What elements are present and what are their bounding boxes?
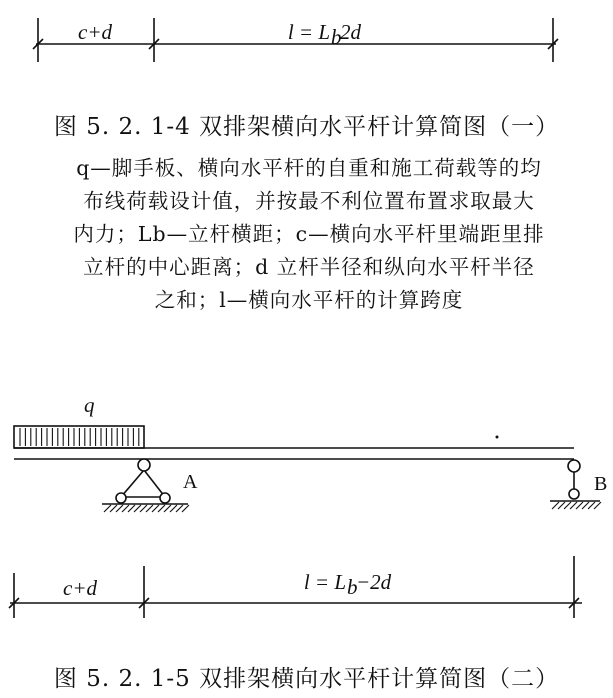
- bottom-dim-right-label: l = L: [303, 570, 346, 594]
- ground-hatch-line: [170, 505, 177, 512]
- figure-1-caption: 图 5. 2. 1-4 双排架横向水平杆计算简图（一）: [53, 114, 560, 140]
- ground-hatch-line: [134, 505, 141, 512]
- ground-hatch-line: [552, 502, 559, 509]
- ground-hatch-line: [570, 502, 577, 509]
- support-a-label: A: [183, 471, 198, 493]
- ground-hatch-b: [552, 502, 601, 509]
- ground-hatch-line: [564, 502, 571, 509]
- ground-hatch-line: [128, 505, 135, 512]
- beam: [14, 448, 574, 459]
- note-line: 布线荷载设计值，并按最不利位置布置求取最大: [83, 189, 535, 213]
- support-a: [102, 459, 188, 504]
- ground-hatch-line: [588, 502, 595, 509]
- ground-hatch-line: [594, 502, 601, 509]
- top-dim-right-label: l = L: [287, 20, 330, 44]
- figure-1-note: [14, 152, 604, 317]
- ground-hatch-line: [152, 505, 159, 512]
- ground-hatch-line: [140, 505, 147, 512]
- ground-hatch-line: [582, 502, 589, 509]
- note-line: q—脚手板、横向水平杆的自重和施工荷载等的均: [76, 156, 542, 180]
- ground-hatch-line: [176, 505, 183, 512]
- ground-hatch-line: [104, 505, 111, 512]
- figure-2-caption: 图 5. 2. 1-5 双排架横向水平杆计算简图（二）: [53, 666, 560, 692]
- ground-hatch-line: [576, 502, 583, 509]
- support-b-label: B: [594, 473, 608, 495]
- ground-hatch-line: [558, 502, 565, 509]
- ground-hatch-line: [146, 505, 153, 512]
- ground-hatch-line: [158, 505, 165, 512]
- note-line: 之和；l—横向水平杆的计算跨度: [154, 288, 464, 312]
- top-dim-right-tail: 2d: [340, 20, 361, 44]
- support-b: [550, 460, 600, 501]
- ground-hatch-line: [182, 505, 189, 512]
- ground-hatch-a: [104, 505, 189, 512]
- load-label-q: q: [84, 393, 95, 417]
- note-line: 立杆的中心距离；d 立杆半径和纵向水平杆半径: [83, 255, 535, 279]
- top-dim-right-sub: b: [331, 25, 342, 49]
- ground-hatch-line: [122, 505, 129, 512]
- top-dim-left-label: c+d: [78, 20, 112, 44]
- ground-hatch-line: [164, 505, 171, 512]
- ground-hatch-line: [116, 505, 123, 512]
- distributed-load: [14, 426, 144, 448]
- ground-hatch-line: [110, 505, 117, 512]
- bottom-dim-right-sub: b: [347, 575, 358, 599]
- speck: [496, 436, 499, 439]
- bottom-dim-right-tail: −2d: [356, 570, 392, 594]
- bottom-dim-left-label: c+d: [63, 576, 97, 600]
- note-line: 内力；Lb—立杆横距；c—横向水平杆里端距里排: [73, 222, 545, 246]
